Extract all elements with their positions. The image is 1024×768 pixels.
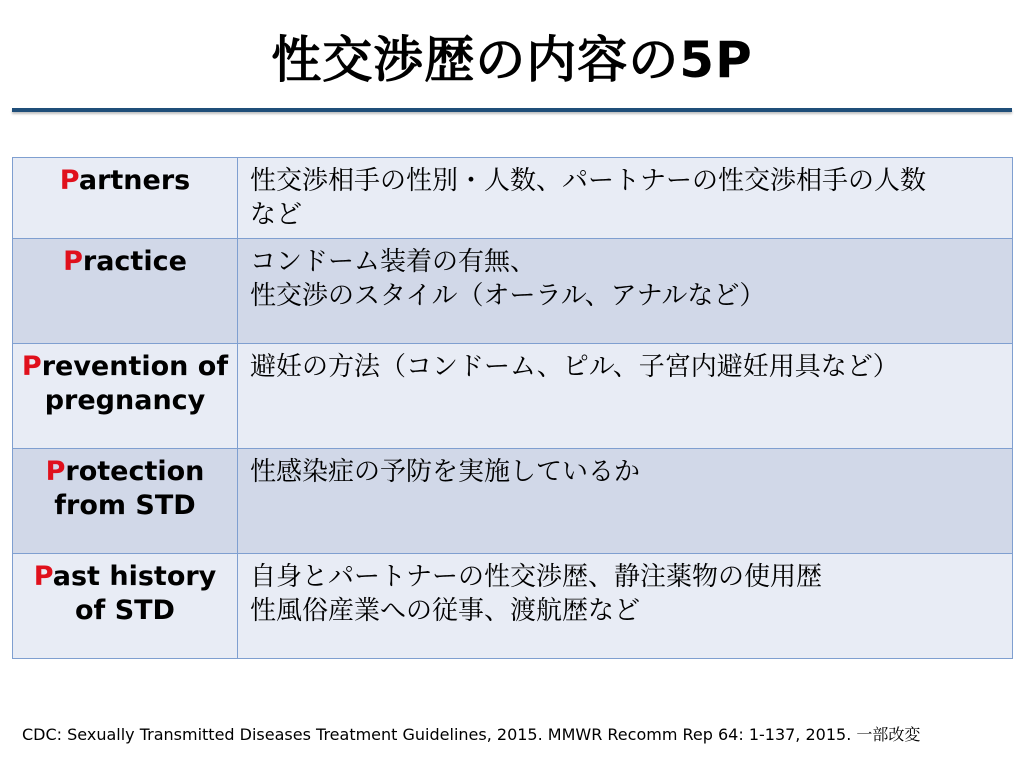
- description-line: など: [250, 200, 303, 230]
- description-line: 性感染症の予防を実施しているか: [250, 457, 641, 487]
- description-cell: [238, 344, 1013, 449]
- page-title: 性交渉歴の内容の5P: [271, 31, 753, 89]
- description-cell: [238, 554, 1013, 659]
- term-cell: [13, 449, 238, 554]
- description-line: 自身とパートナーの性交渉歴、静注薬物の使用歴: [250, 562, 823, 592]
- table-row: [13, 344, 1013, 449]
- term-cell: [13, 554, 238, 659]
- table-row: [13, 554, 1013, 659]
- description-line: 性交渉のスタイル（オーラル、アナルなど）: [250, 281, 766, 311]
- term-rest: rotection: [65, 456, 205, 487]
- term-cell: [13, 344, 238, 449]
- term-cell: [13, 239, 238, 344]
- term-rest: ractice: [82, 246, 187, 277]
- description-line: 性交渉相手の性別・人数、パートナーの性交渉相手の人数: [250, 166, 927, 196]
- table-row: [13, 158, 1013, 239]
- term-initial: P: [63, 246, 83, 277]
- table-row: [13, 239, 1013, 344]
- term-rest: ast history: [52, 561, 217, 592]
- five-p-table: [12, 157, 1013, 659]
- term-initial: P: [45, 456, 66, 487]
- term-line2: from STD: [54, 490, 196, 521]
- term-line2: pregnancy: [44, 385, 206, 416]
- description-cell: [238, 449, 1013, 554]
- term-initial: P: [21, 351, 42, 382]
- description-cell: [238, 239, 1013, 344]
- description-line: 性風俗産業への従事、渡航歴など: [250, 596, 641, 626]
- term-initial: P: [59, 165, 79, 196]
- citation-footer: CDC: Sexually Transmitted Diseases Treatment Guidelines, 2015. MMWR Recomm Rep 64: 1-137, 2015. 一部改変: [22, 725, 921, 744]
- term-initial: P: [33, 561, 53, 592]
- table-row: [13, 449, 1013, 554]
- term-cell: [13, 158, 238, 239]
- term-line2: of STD: [75, 595, 175, 626]
- description-line: 避妊の方法（コンドーム、ピル、子宮内避妊用具など）: [250, 352, 899, 382]
- description-line: コンドーム装着の有無、: [250, 247, 537, 277]
- term-rest: artners: [78, 165, 191, 196]
- title-divider: [12, 108, 1012, 112]
- term-rest: revention of: [41, 351, 229, 382]
- description-cell: [238, 158, 1013, 239]
